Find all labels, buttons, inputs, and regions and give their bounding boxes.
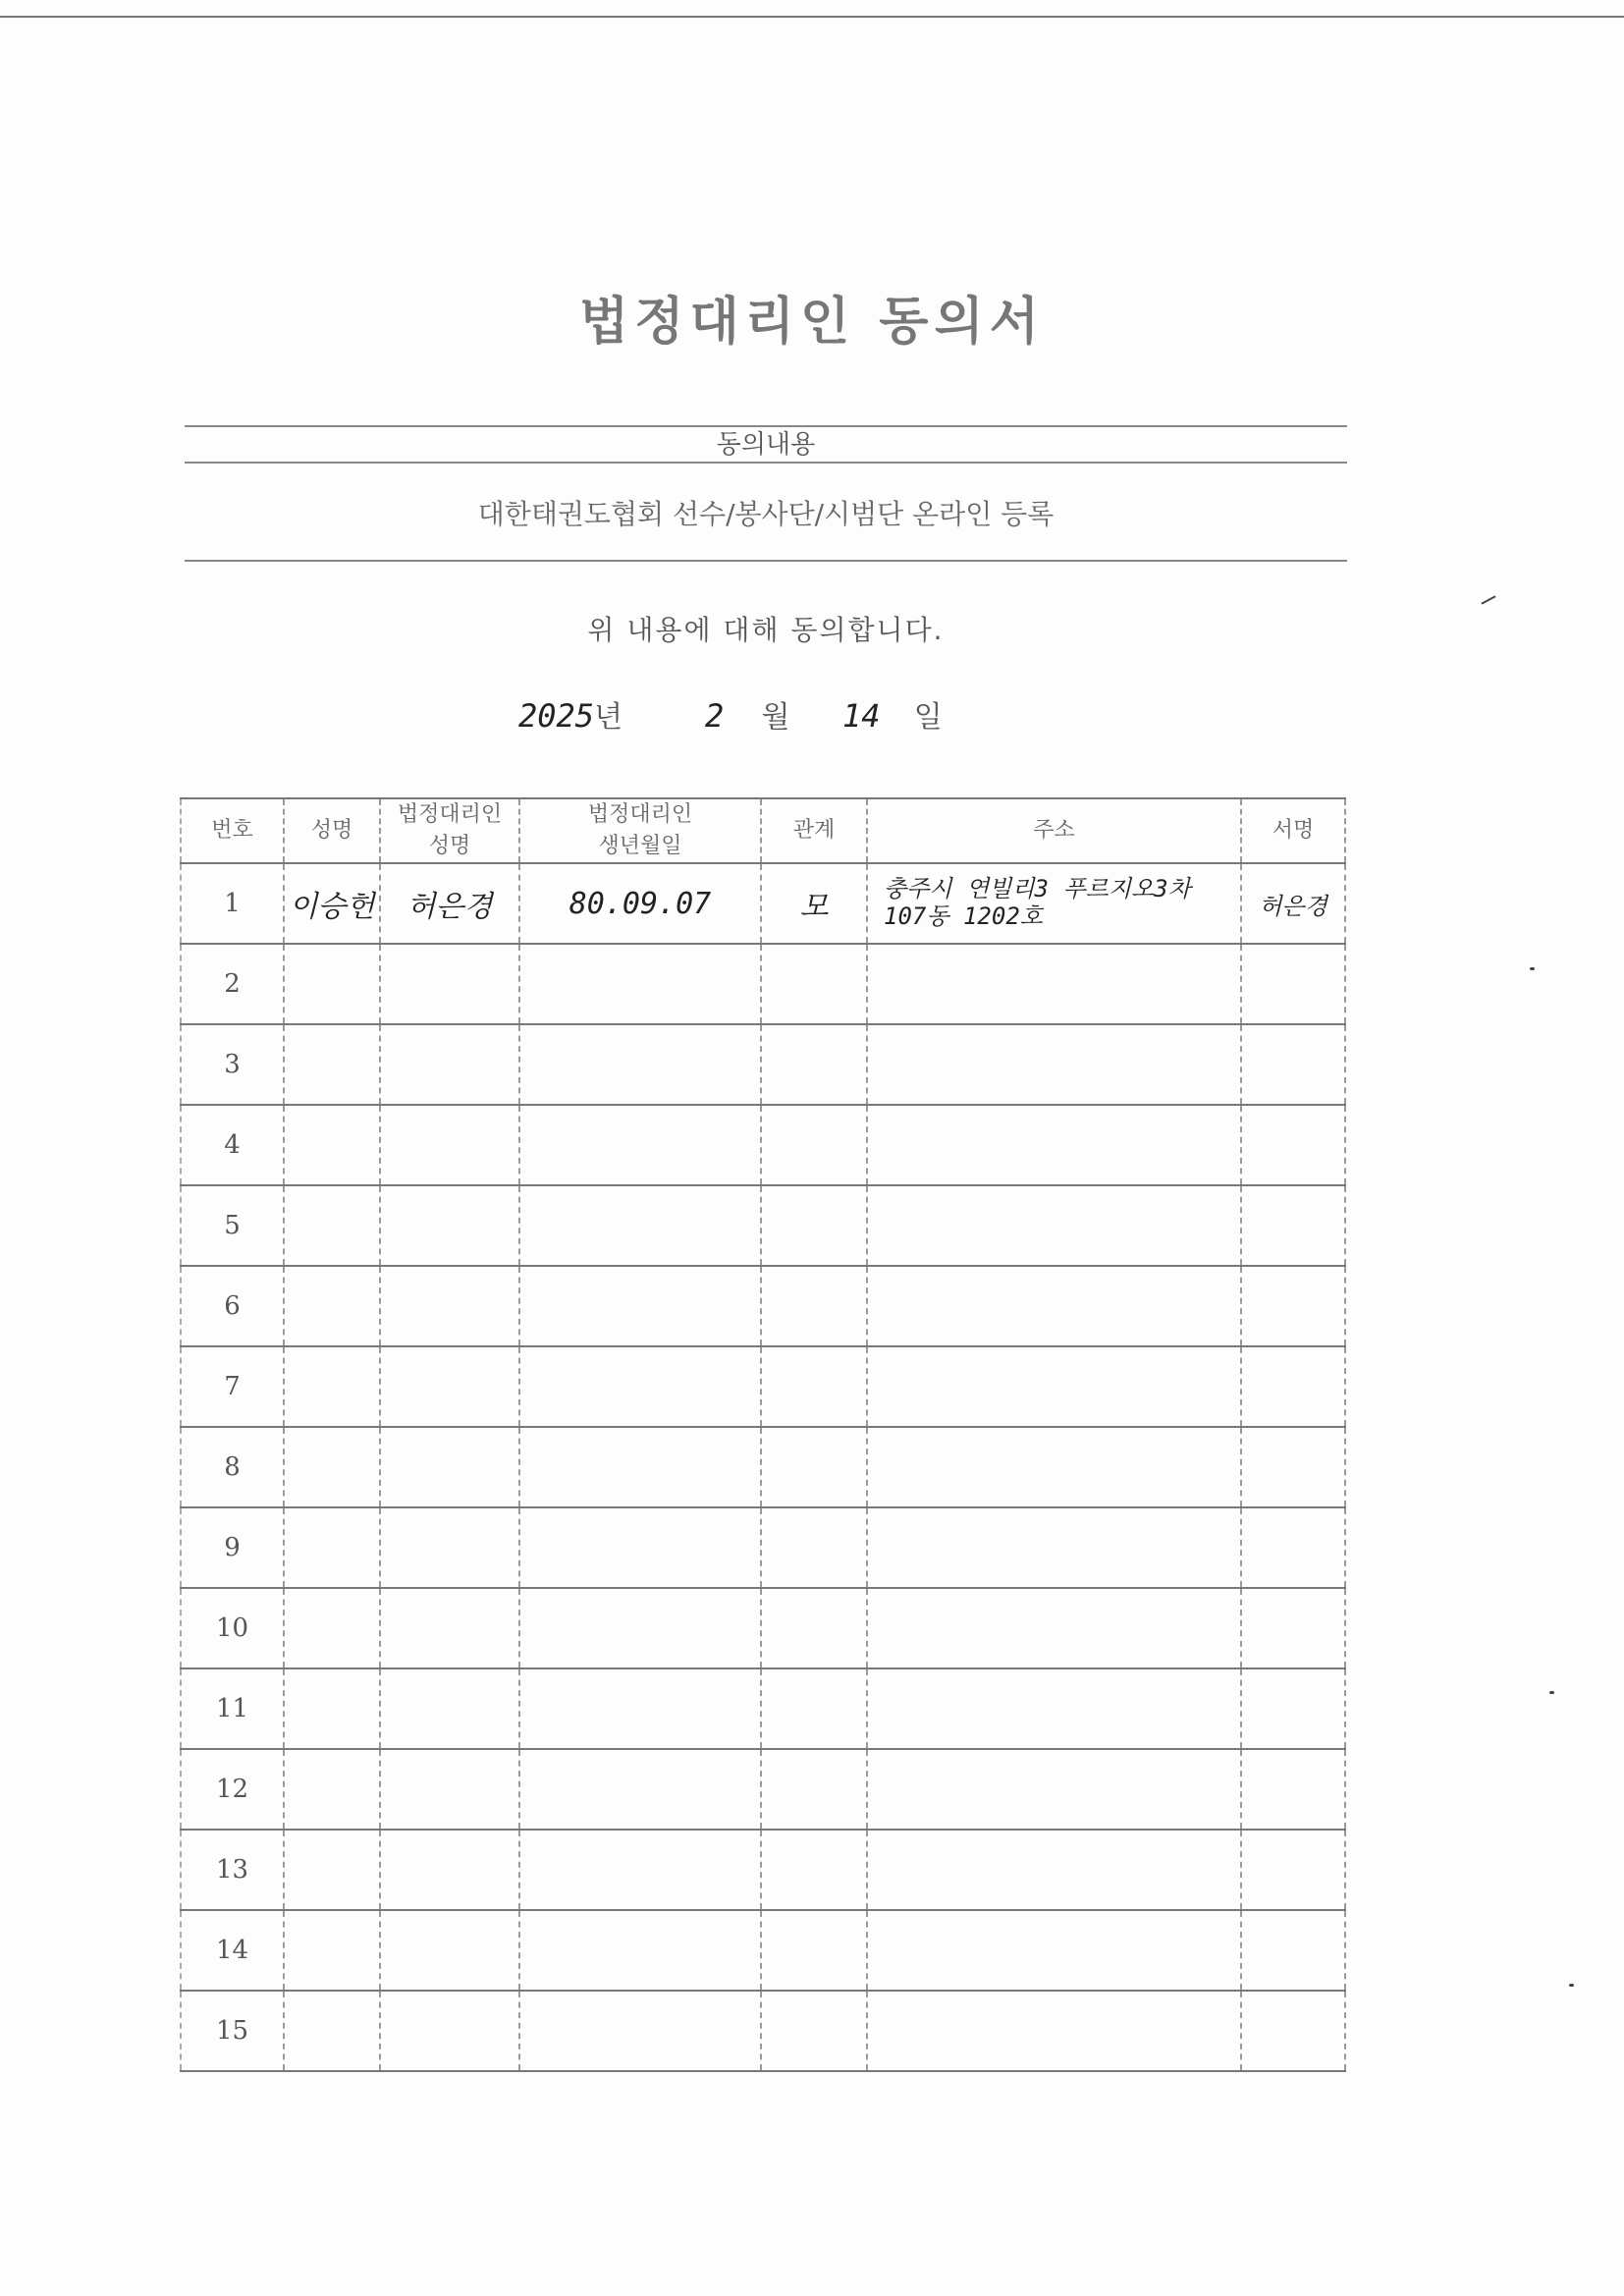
guardian-birth-cell	[519, 1427, 761, 1507]
scan-top-edge	[0, 16, 1624, 18]
signature-cell	[1241, 1185, 1345, 1266]
guardian-birth-cell	[519, 1991, 761, 2071]
address-cell	[867, 1588, 1241, 1668]
name-cell	[284, 1910, 380, 1991]
consent-heading-rule	[185, 462, 1347, 464]
scan-speck	[1530, 967, 1535, 970]
guardian-birth-cell	[519, 1105, 761, 1185]
date-month-label: 월	[761, 700, 790, 735]
signature-cell	[1241, 1105, 1345, 1185]
name-cell	[284, 1105, 380, 1185]
date-year-label: 년	[594, 700, 623, 735]
address-cell	[867, 1991, 1241, 2071]
guardian-birth-cell	[519, 1588, 761, 1668]
guardian-birth-cell	[519, 1749, 761, 1830]
guardian-birth-cell	[519, 944, 761, 1024]
date-month-value: 2	[705, 697, 725, 735]
name-cell	[284, 1668, 380, 1749]
table-row	[181, 1910, 1345, 1991]
relation-cell	[761, 1427, 867, 1507]
document-title: 법정대리인 동의서	[579, 293, 1045, 352]
guardian-name-cell	[380, 1910, 519, 1991]
guardian-birth-cell	[519, 1507, 761, 1588]
table-row	[181, 1668, 1345, 1749]
name-cell	[284, 1830, 380, 1910]
scan-speck	[1549, 1691, 1554, 1694]
signature-cell	[1241, 1427, 1345, 1507]
address-cell	[867, 1830, 1241, 1910]
signature-cell	[1241, 1830, 1345, 1910]
table-row	[181, 1266, 1345, 1346]
date-day	[842, 692, 943, 736]
relation-cell	[761, 1991, 867, 2071]
date-month	[705, 692, 789, 736]
scan-speck	[1569, 1984, 1574, 1987]
header-name: 성명	[284, 798, 380, 863]
row-number: 5	[181, 1185, 284, 1266]
header-guardian-birth-line2: 생년월일	[598, 834, 682, 858]
date-day-label: 일	[913, 700, 943, 735]
relation-cell	[761, 1105, 867, 1185]
address-cell	[867, 1427, 1241, 1507]
guardian-name-cell	[380, 1024, 519, 1105]
header-guardian-birth-line1: 법정대리인	[587, 802, 693, 828]
guardian-name-cell	[380, 1507, 519, 1588]
header-address: 주소	[867, 798, 1241, 863]
signature-cell	[1241, 1991, 1345, 2071]
table-row	[181, 1749, 1345, 1830]
name-cell	[284, 1266, 380, 1346]
address-cell	[867, 1266, 1241, 1346]
guardian-name-cell	[380, 1427, 519, 1507]
guardian-name-cell	[380, 1588, 519, 1668]
relation-cell	[761, 1830, 867, 1910]
table-body	[181, 863, 1345, 2071]
table-row	[181, 1024, 1345, 1105]
scan-mark	[1481, 595, 1495, 604]
relation-cell	[761, 1668, 867, 1749]
name-cell: 이승헌	[284, 863, 380, 944]
relation-cell: 모	[761, 863, 867, 944]
relation-cell	[761, 944, 867, 1024]
relation-cell	[761, 1185, 867, 1266]
relation-cell	[761, 1588, 867, 1668]
address-cell	[867, 1024, 1241, 1105]
signature-cell	[1241, 1668, 1345, 1749]
table-row	[181, 1346, 1345, 1427]
name-cell	[284, 1024, 380, 1105]
signature-cell	[1241, 1910, 1345, 1991]
table-row	[181, 1105, 1345, 1185]
name-cell	[284, 1991, 380, 2071]
row-number: 2	[181, 944, 284, 1024]
relation-cell	[761, 1024, 867, 1105]
address-cell	[867, 1507, 1241, 1588]
date-day-value: 14	[842, 697, 881, 735]
address-cell	[867, 1105, 1241, 1185]
guardian-name-cell: 허은경	[380, 863, 519, 944]
consent-content: 대한태권도협회 선수/봉사단/시범단 온라인 등록	[477, 498, 1055, 530]
table-row	[181, 863, 1345, 944]
table-row	[181, 944, 1345, 1024]
address-cell	[867, 1910, 1241, 1991]
name-cell	[284, 1185, 380, 1266]
row-number: 4	[181, 1105, 284, 1185]
guardian-name-cell	[380, 1266, 519, 1346]
guardian-birth-cell	[519, 1266, 761, 1346]
row-number: 14	[181, 1910, 284, 1991]
registration-table	[180, 797, 1346, 2072]
guardian-birth-cell	[519, 1910, 761, 1991]
row-number: 1	[181, 863, 284, 944]
table-row	[181, 1507, 1345, 1588]
guardian-birth-cell	[519, 1830, 761, 1910]
table-row	[181, 1588, 1345, 1668]
table-row	[181, 1991, 1345, 2071]
header-guardian-name-line1: 법정대리인	[397, 802, 503, 828]
guardian-birth-cell	[519, 1185, 761, 1266]
guardian-birth-cell	[519, 1668, 761, 1749]
agreement-statement: 위 내용에 대해 동의합니다.	[587, 614, 945, 646]
address-cell	[867, 1346, 1241, 1427]
name-cell	[284, 1346, 380, 1427]
consent-heading: 동의내용	[716, 430, 816, 460]
header-guardian-birth	[519, 798, 761, 863]
address-cell	[867, 1668, 1241, 1749]
name-cell	[284, 1588, 380, 1668]
name-cell	[284, 944, 380, 1024]
guardian-name-cell	[380, 1830, 519, 1910]
table-row	[181, 1185, 1345, 1266]
guardian-name-cell	[380, 1346, 519, 1427]
row-number: 11	[181, 1668, 284, 1749]
guardian-birth-cell: 80.09.07	[519, 863, 761, 944]
row-number: 12	[181, 1749, 284, 1830]
row-number: 15	[181, 1991, 284, 2071]
address-cell	[867, 1749, 1241, 1830]
table-header-row	[181, 798, 1345, 863]
guardian-name-cell	[380, 1668, 519, 1749]
table-row	[181, 1830, 1345, 1910]
date-year	[518, 692, 623, 736]
guardian-name-cell	[380, 1105, 519, 1185]
relation-cell	[761, 1507, 867, 1588]
address-line-2: 107동 1202호	[884, 902, 1043, 930]
relation-cell	[761, 1749, 867, 1830]
relation-cell	[761, 1346, 867, 1427]
signature-cell: 허은경	[1241, 863, 1345, 944]
header-guardian-name	[380, 798, 519, 863]
signature-cell	[1241, 1749, 1345, 1830]
name-cell	[284, 1427, 380, 1507]
guardian-name-cell	[380, 1749, 519, 1830]
guardian-birth-cell	[519, 1346, 761, 1427]
row-number: 6	[181, 1266, 284, 1346]
signature-cell	[1241, 1588, 1345, 1668]
relation-cell	[761, 1266, 867, 1346]
guardian-name-cell	[380, 944, 519, 1024]
guardian-birth-cell	[519, 1024, 761, 1105]
row-number: 13	[181, 1830, 284, 1910]
guardian-name-cell	[380, 1185, 519, 1266]
row-number: 9	[181, 1507, 284, 1588]
name-cell	[284, 1507, 380, 1588]
row-number: 3	[181, 1024, 284, 1105]
header-number: 번호	[181, 798, 284, 863]
address-cell	[867, 863, 1241, 944]
signature-cell	[1241, 1507, 1345, 1588]
name-cell	[284, 1749, 380, 1830]
signature-cell	[1241, 944, 1345, 1024]
address-line-1: 충주시 연빌리3 푸르지오3차	[884, 875, 1191, 903]
consent-bottom-rule	[185, 560, 1347, 562]
signature-cell	[1241, 1346, 1345, 1427]
address-cell	[867, 1185, 1241, 1266]
relation-cell	[761, 1910, 867, 1991]
guardian-name-cell	[380, 1991, 519, 2071]
header-guardian-name-line2: 성명	[428, 834, 471, 858]
header-signature: 서명	[1241, 798, 1345, 863]
address-cell	[867, 944, 1241, 1024]
row-number: 8	[181, 1427, 284, 1507]
header-relation: 관계	[761, 798, 867, 863]
row-number: 10	[181, 1588, 284, 1668]
row-number: 7	[181, 1346, 284, 1427]
table-row	[181, 1427, 1345, 1507]
signature-cell	[1241, 1024, 1345, 1105]
signature-cell	[1241, 1266, 1345, 1346]
date-year-value: 2025	[518, 697, 595, 735]
